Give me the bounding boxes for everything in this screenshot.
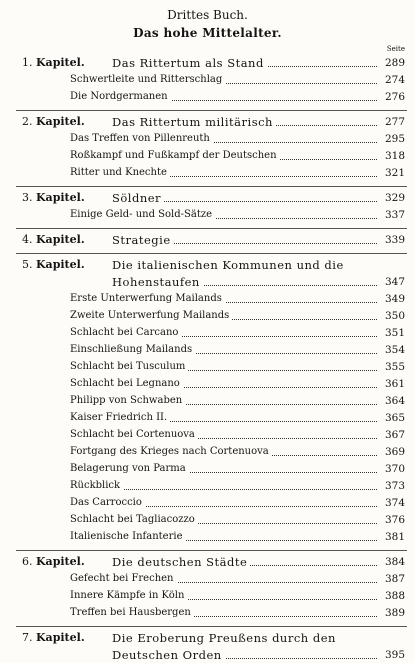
page-number: 277: [384, 116, 405, 128]
section-row[interactable]: [0, 495, 415, 511]
entry-title: [112, 232, 377, 248]
entry-title: [70, 165, 377, 181]
chapter-title: [112, 630, 405, 646]
chapter-title-text: Die italienischen Kommunen und die: [112, 258, 347, 272]
chapter-label: Kapitel.: [36, 191, 85, 204]
page-number: 387: [384, 573, 405, 585]
entry-title-text: Einige Geld- und Sold-Sätze: [70, 209, 215, 220]
chapter-number: 3.: [22, 191, 33, 204]
entry-title-text: Fortgang des Krieges nach Cortenuova: [70, 446, 272, 457]
page-number: 329: [384, 192, 405, 204]
section-row[interactable]: [0, 512, 415, 528]
chapter-number: 4.: [22, 233, 33, 246]
section-row[interactable]: [0, 427, 415, 443]
entry-title-text: Die deutschen Städte: [112, 555, 250, 569]
entry-title-text: Zweite Unterwerfung Mailands: [70, 310, 232, 321]
section-row[interactable]: [0, 571, 415, 587]
entry-title: [112, 554, 377, 570]
entry-title-text: Das Rittertum als Stand: [112, 56, 267, 70]
page-number: 374: [384, 497, 405, 509]
page-number: 395: [384, 649, 405, 661]
entry-title-text: Schlacht bei Carcano: [70, 327, 181, 338]
entry-title-text: Treffen bei Hausbergen: [70, 607, 194, 618]
entry-title-text: Das Treffen von Pillenreuth: [70, 133, 213, 144]
page-number: 376: [384, 514, 405, 526]
chapter-row-continued[interactable]: [0, 647, 415, 663]
page-number: 337: [384, 209, 405, 221]
chapter-title: [112, 257, 405, 273]
entry-title: [70, 495, 377, 511]
book-title: Drittes Buch.: [167, 8, 248, 22]
page-number: 367: [384, 429, 405, 441]
section-divider: [16, 626, 407, 627]
entry-title: [70, 148, 377, 164]
section-divider: [16, 253, 407, 254]
entry-title: [70, 207, 377, 223]
entry-title: [70, 359, 377, 375]
page-number: 370: [384, 463, 405, 475]
page-number: 381: [384, 531, 405, 543]
section-divider: [16, 186, 407, 187]
page-number: 349: [384, 293, 405, 305]
chapter-label: Kapitel.: [36, 233, 85, 246]
part-title: Das hohe Mittelalter.: [133, 26, 282, 40]
entry-title: [70, 89, 377, 105]
section-row[interactable]: [0, 444, 415, 460]
entry-title-text: Schlacht bei Cortenuova: [70, 429, 198, 440]
entry-title: [70, 529, 377, 545]
section-row[interactable]: [0, 605, 415, 621]
entry-title: [70, 444, 377, 460]
entry-title-text: Innere Kämpfe in Köln: [70, 590, 187, 601]
page-number: 351: [384, 327, 405, 339]
page-number: 364: [384, 395, 405, 407]
page-number: 354: [384, 344, 405, 356]
page-number: 318: [384, 150, 405, 162]
entry-title-text: Schlacht bei Legnano: [70, 378, 183, 389]
entry-title: [70, 72, 377, 88]
entry-title-text: Schlacht bei Tagliacozzo: [70, 514, 198, 525]
entry-title-text: Gefecht bei Frechen: [70, 573, 177, 584]
entry-title: [70, 588, 377, 604]
chapter-number: 6.: [22, 555, 33, 568]
section-divider: [16, 228, 407, 229]
entry-title-text: Kaiser Friedrich II.: [70, 412, 170, 423]
page-number: 347: [384, 276, 405, 288]
section-row[interactable]: [0, 308, 415, 324]
section-row[interactable]: [0, 325, 415, 341]
entry-title-text: Schwertleite und Ritterschlag: [70, 74, 225, 85]
section-row[interactable]: [0, 461, 415, 477]
chapter-row[interactable]: [0, 630, 415, 646]
section-row[interactable]: [0, 410, 415, 426]
page-number: 321: [384, 167, 405, 179]
page-number: 295: [384, 133, 405, 145]
section-row[interactable]: [0, 478, 415, 494]
chapter-row-continued[interactable]: [0, 274, 415, 290]
section-row[interactable]: [0, 393, 415, 409]
chapter-label: Kapitel.: [36, 258, 85, 271]
page-number: 361: [384, 378, 405, 390]
entry-title: [70, 308, 377, 324]
entry-title: [70, 131, 377, 147]
page-number: 388: [384, 590, 405, 602]
entry-title: [70, 461, 377, 477]
entry-title-text: Söldner: [112, 191, 164, 205]
page-number: 384: [384, 556, 405, 568]
entry-title-text: Einschließung Mailands: [70, 344, 195, 355]
entry-title: [70, 376, 377, 392]
page-number: 389: [384, 607, 405, 619]
section-row[interactable]: [0, 529, 415, 545]
entry-title-text: Roßkampf und Fußkampf der Deutschen: [70, 150, 280, 161]
entry-title: [112, 114, 377, 130]
chapter-label: Kapitel.: [36, 631, 85, 644]
entry-title-text: Rückblick: [70, 480, 123, 491]
section-row[interactable]: [0, 89, 415, 105]
entry-title: [112, 274, 377, 290]
entry-title: [70, 410, 377, 426]
entry-title-text: Deutschen Orden: [112, 648, 225, 662]
entry-title: [70, 605, 377, 621]
entry-title-text: Belagerung von Parma: [70, 463, 189, 474]
chapter-row[interactable]: [0, 232, 415, 248]
chapter-number: 7.: [22, 631, 33, 644]
entry-title: [70, 571, 377, 587]
entry-title-text: Das Carroccio: [70, 497, 145, 508]
entry-title: [112, 55, 377, 71]
chapter-label: Kapitel.: [36, 56, 85, 69]
section-divider: [16, 550, 407, 551]
section-row[interactable]: [0, 588, 415, 604]
section-row[interactable]: [0, 359, 415, 375]
chapter-number: 5.: [22, 258, 33, 271]
entry-title: [70, 478, 377, 494]
chapter-number: 1.: [22, 56, 33, 69]
page-number: 355: [384, 361, 405, 373]
section-row[interactable]: [0, 165, 415, 181]
section-row[interactable]: [0, 376, 415, 392]
entry-title: [70, 342, 377, 358]
entry-title-text: Italienische Infanterie: [70, 531, 185, 542]
entry-title: [112, 647, 377, 663]
chapter-label: Kapitel.: [36, 115, 85, 128]
section-row[interactable]: [0, 342, 415, 358]
chapter-label: Kapitel.: [36, 555, 85, 568]
section-row[interactable]: [0, 72, 415, 88]
page-number: 274: [384, 74, 405, 86]
section-row[interactable]: [0, 291, 415, 307]
entry-title: [70, 512, 377, 528]
entry-title: [70, 291, 377, 307]
page-column-label: Seite: [386, 45, 405, 53]
entry-title-text: Strategie: [112, 233, 174, 247]
entry-title: [70, 325, 377, 341]
chapter-row[interactable]: [0, 55, 415, 71]
section-row[interactable]: [0, 148, 415, 164]
page-number: 289: [384, 57, 405, 69]
page-number: 365: [384, 412, 405, 424]
entry-title-text: Das Rittertum militärisch: [112, 115, 276, 129]
chapter-row[interactable]: [0, 190, 415, 206]
page-number: 350: [384, 310, 405, 322]
chapter-row[interactable]: [0, 257, 415, 273]
section-divider: [16, 110, 407, 111]
entry-title-text: Philipp von Schwaben: [70, 395, 185, 406]
entry-title-text: Schlacht bei Tusculum: [70, 361, 188, 372]
chapter-row[interactable]: [0, 114, 415, 130]
page-number: 373: [384, 480, 405, 492]
chapter-title-text: Die Eroberung Preußens durch den: [112, 631, 339, 645]
entry-title-text: Die Nordgermanen: [70, 91, 171, 102]
entry-title: [70, 393, 377, 409]
section-row[interactable]: [0, 131, 415, 147]
section-row[interactable]: [0, 207, 415, 223]
chapter-row[interactable]: [0, 554, 415, 570]
entry-title: [112, 190, 377, 206]
page-number: 276: [384, 91, 405, 103]
chapter-number: 2.: [22, 115, 33, 128]
entry-title-text: Erste Unterwerfung Mailands: [70, 293, 225, 304]
entry-title-text: Hohenstaufen: [112, 275, 203, 289]
page-number: 369: [384, 446, 405, 458]
entry-title-text: Ritter und Knechte: [70, 167, 170, 178]
page-number: 339: [384, 234, 405, 246]
entry-title: [70, 427, 377, 443]
